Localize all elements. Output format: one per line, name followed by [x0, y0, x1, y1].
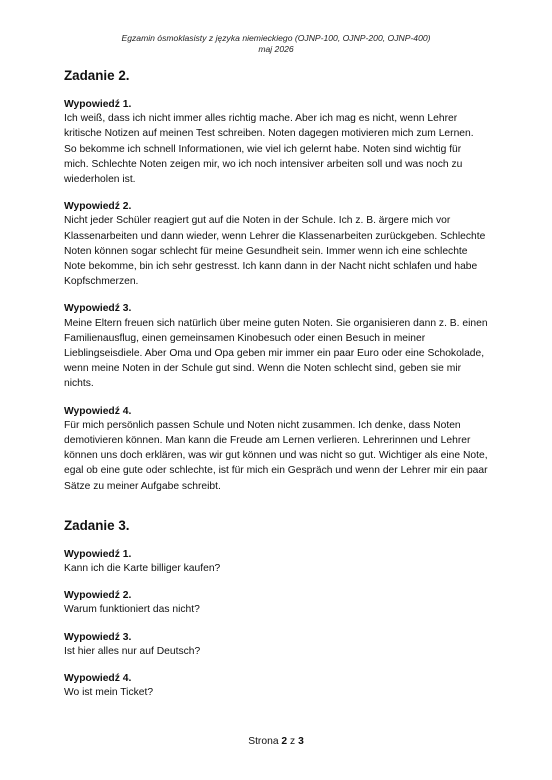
task-2-statement-4 [64, 405, 499, 494]
statement-label: Wypowiedź 3. [64, 631, 132, 643]
statement-text: Warum funktioniert das nicht? [64, 604, 200, 616]
task-2-section [64, 68, 499, 494]
statement-text: Ist hier alles nur auf Deutsch? [64, 645, 201, 657]
page-number-prefix: Strona [248, 736, 279, 747]
statement-label: Wypowiedź 1. [64, 548, 132, 560]
statement-label: Wypowiedź 3. [64, 303, 132, 315]
statement-text: Kann ich die Karte billiger kaufen? [64, 563, 221, 575]
task-3-statement-3 [64, 631, 499, 659]
task-2-title: Zadanie 2. [64, 68, 130, 83]
task-2-statement-2 [64, 200, 499, 289]
page-footer [0, 735, 552, 748]
statement-label: Wypowiedź 1. [64, 99, 132, 110]
task-3-statement-4 [64, 672, 499, 700]
task-3-statement-2 [64, 589, 499, 617]
task-2-statement-1 [64, 98, 499, 187]
task-3-title: Zadanie 3. [64, 517, 130, 533]
page-number-current: 2 [281, 736, 288, 747]
task-3-statement-1 [64, 548, 499, 576]
statement-label: Wypowiedź 4. [64, 405, 132, 417]
page-header [0, 33, 552, 55]
statement-label: Wypowiedź 2. [64, 201, 132, 213]
statement-label: Wypowiedź 2. [64, 590, 132, 602]
task-3-section [64, 518, 499, 701]
statement-text: Meine Eltern freuen sich natürlich über meine guten Noten. Sie organisieren dann z. B. einen Familienausflug, einen gemeinsamen Kinobesuch oder einen Besuch in meiner Lieblingseisdiele. Aber Oma und Opa geben mir immer ein paar Euro oder eine Schokolade, wenn meine Noten in der Schule gut sind. Wenn die Noten schlecht sind, geben sie mir nichts. [64, 317, 488, 390]
page-content [64, 68, 499, 714]
exam-title: Egzamin ósmoklasisty z języka niemieckiego (OJNP-100, OJNP-200, OJNP-400) [121, 33, 431, 43]
statement-text: Nicht jeder Schüler reagiert gut auf die Noten in der Schule. Ich z. B. ärgere mich vor Klassenarbeiten und dann wieder, wenn Lehrer die Klassenarbeiten zurückgeben. Schlechte Noten können sogar schlecht für meine Gesundheit sein. Immer wenn ich eine schlechte Note bekomme, bin ich sehr gestresst. Ich kann dann in der Nacht nicht schlafen und habe Kopfschmerzen. [64, 215, 486, 288]
statement-label: Wypowiedź 4. [64, 673, 132, 685]
statement-text: Ich weiß, dass ich nicht immer alles richtig mache. Aber ich mag es nicht, wenn Lehrer kritische Notizen auf meinen Test schreiben. Noten dagegen motivieren mich zum Lernen. So bekomme ich schnell Informationen, wie viel ich gelernt habe. Noten sind wichtig für mich. Schlechte Noten zeigen mir, wo ich noch intensiver arbeiten soll und was noch zu wiederholen ist. [64, 113, 474, 186]
statement-text: Wo ist mein Ticket? [64, 687, 154, 699]
statement-text: Für mich persönlich passen Schule und Noten nicht zusammen. Ich denke, dass Noten demotivieren können. Man kann die Freude am Lernen verlieren. Lehrerinnen und Lehrer können uns doch erklären, was wir gut können und was nicht so gut. Wichtiger als eine Note, egal ob eine gute oder schlechte, ist für mich ein Gespräch und wenn der Lehrer mir ein paar Sätze zu meiner Aufgabe schreibt. [64, 419, 488, 492]
page-number-separator: z [290, 736, 296, 747]
page-number-total: 3 [298, 736, 304, 747]
exam-date: maj 2026 [258, 44, 294, 54]
task-2-statement-3 [64, 302, 499, 391]
